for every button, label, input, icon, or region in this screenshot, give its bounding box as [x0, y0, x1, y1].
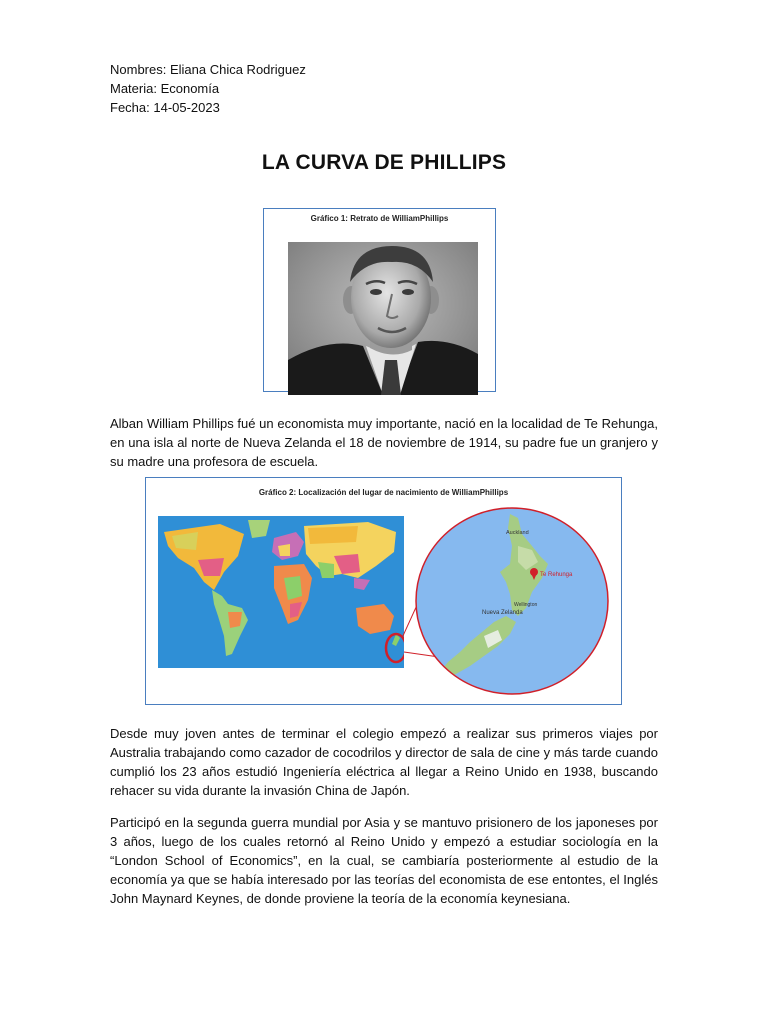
figure-portrait: [263, 208, 496, 392]
map-label-place: Te Rehunga: [540, 572, 573, 578]
new-zealand-map: [414, 506, 610, 696]
paragraph-early-life: Desde muy joven antes de terminar el colegio empezó a realizar sus primeros viajes por Australia trabajando como cazador de cocodrilos y director de sala de cine y más tarde cuando cumplió los 23 años estudió Ingeniería eléctrica al llegar a Reino Unido en 1938, buscando rehacer su vida durante la invasión China de Japón.: [110, 726, 658, 798]
author-name: Nombres: Eliana Chica Rodriguez: [110, 62, 306, 77]
paragraph-career: Participó en la segunda guerra mundial por Asia y se mantuvo prisionero de los japoneses por 3 años, luego de los cuales retornó al Reino Unido y empezó a estudiar sociología en la “London School of Economics”, en la cual, se cambiaría posteriormente al estudio de la economía ya que se había interesado por las teorías del economista de ese entontes, el Inglés John Maynard Keynes, de donde proviene la teoría de la economía keynesiana.: [110, 815, 658, 906]
world-map: [158, 516, 404, 668]
portrait-photo: [288, 242, 478, 395]
paragraph-biography: Alban William Phillips fué un economista muy importante, nació en la localidad de Te Rehunga, en una isla al norte de Nueva Zelanda el 18 de noviembre de 1914, su padre fue un granjero y su madre una profesora de escuela.: [110, 416, 658, 469]
map-label-auckland: Auckland: [506, 530, 529, 536]
figure-1-caption: Gráfico 1: Retrato de WilliamPhillips: [310, 214, 449, 223]
page-title: LA CURVA DE PHILLIPS: [261, 151, 507, 174]
date: Fecha: 14-05-2023: [110, 100, 220, 115]
figure-maps: [145, 477, 622, 705]
map-label-wellington: Wellington: [514, 602, 538, 608]
figure-2-caption: Gráfico 2: Localización del lugar de nacimiento de WilliamPhillips: [258, 488, 509, 497]
subject: Materia: Economía: [110, 81, 220, 96]
map-label-country: Nueva Zelanda: [482, 610, 523, 616]
header-info: [110, 60, 306, 117]
